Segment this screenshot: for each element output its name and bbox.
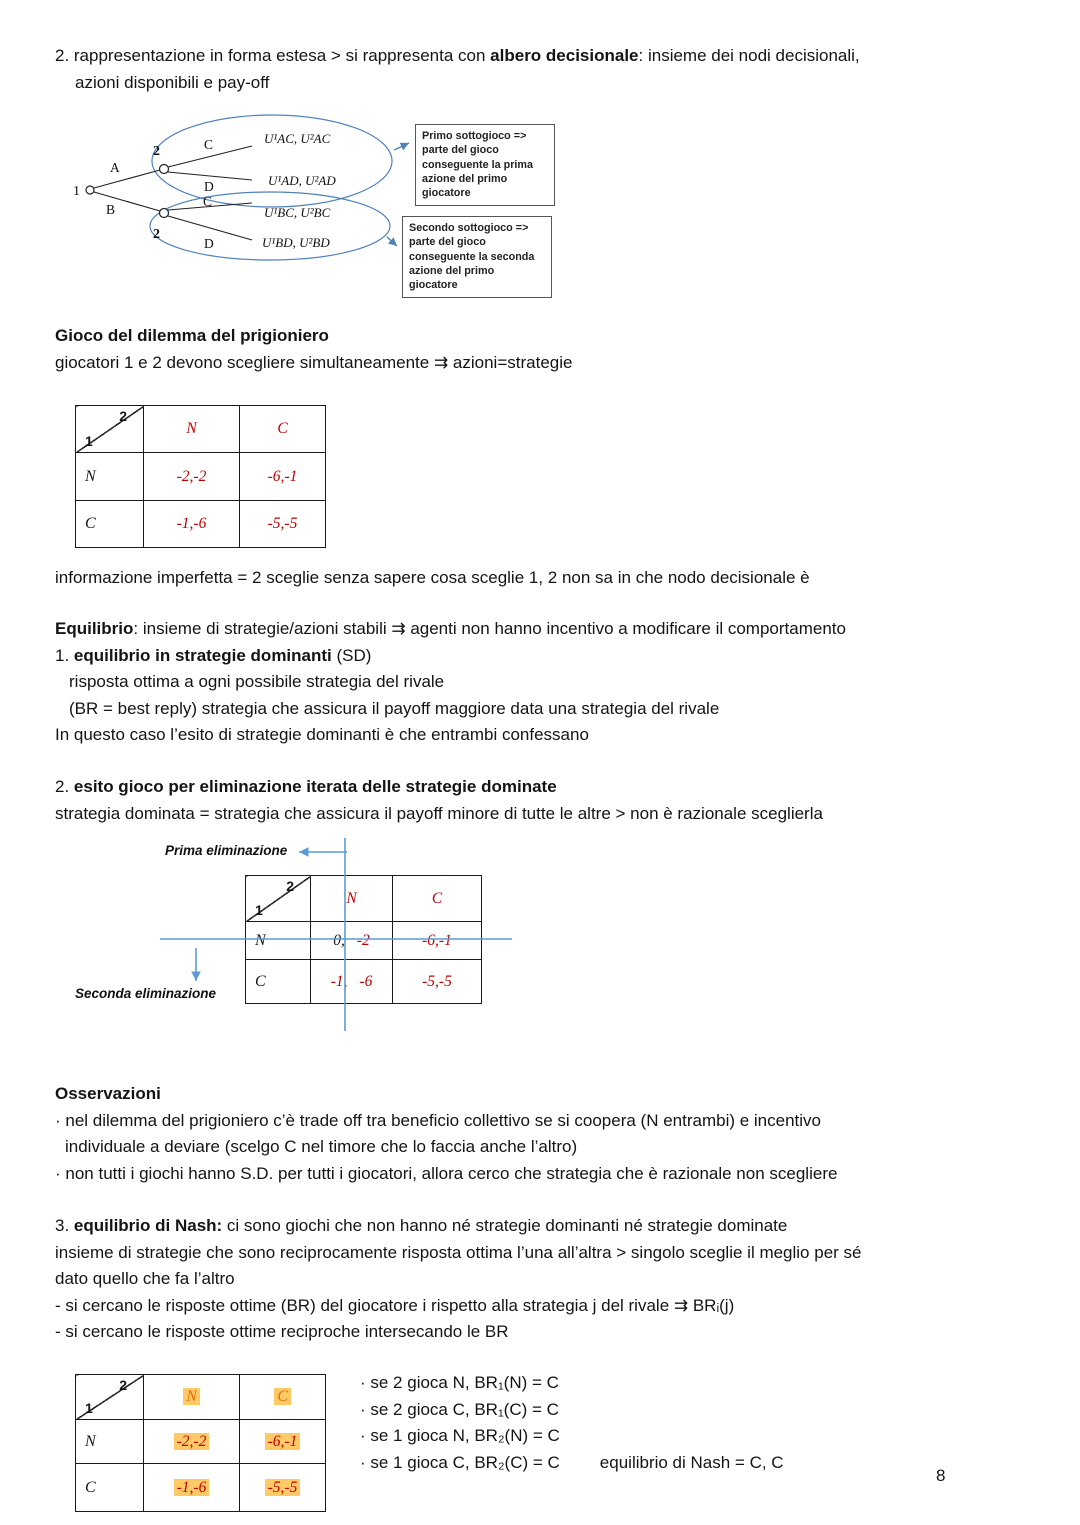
- page-number: 8: [936, 1466, 946, 1485]
- row-label-n: N: [76, 453, 144, 501]
- decision-tree-figure: [60, 106, 620, 311]
- branch-c-top-label: C: [204, 137, 214, 152]
- payoff-bc: U¹BC, U²BC: [264, 205, 331, 220]
- column-header-n: N: [144, 406, 240, 453]
- payoff-matrix-nash: [75, 1374, 326, 1512]
- prisoner-heading: [55, 323, 572, 350]
- player1-label: 1: [255, 902, 263, 918]
- equilibrio-line-1: [55, 616, 846, 643]
- node-player2-top: [160, 165, 169, 174]
- elimination-figure: [60, 835, 530, 1040]
- intro-line-2: azioni disponibili e pay-off: [75, 72, 270, 92]
- item-post: ci sono giochi che non hanno né strategie dominanti né strategie dominate: [222, 1216, 788, 1235]
- branch-c-bottom-label: C: [203, 194, 213, 209]
- intro-bold-term: albero decisionale: [490, 46, 639, 65]
- payoff-cell-cn: [311, 960, 393, 1004]
- nash-result: equilibrio di Nash = C, C: [599, 1452, 784, 1472]
- highlighted-payoff: -5,-5: [265, 1479, 301, 1496]
- branch-d-bottom-label: D: [204, 236, 214, 251]
- payoff-ac: U¹AC, U²AC: [264, 131, 331, 146]
- payoff-part: -6: [359, 972, 373, 990]
- item-bold: equilibrio di Nash:: [73, 1216, 223, 1235]
- column-header-c: [240, 1375, 326, 1420]
- player1-label: 1: [85, 433, 93, 449]
- payoff-part: 0,: [333, 931, 345, 949]
- node-player2-bottom: [160, 209, 169, 218]
- item-number: 3.: [55, 1216, 74, 1235]
- node2-top-label: 2: [153, 144, 160, 159]
- item-number: 2.: [55, 777, 74, 796]
- payoff-cell-nn: [144, 1420, 240, 1464]
- row-label-c: C: [246, 960, 311, 1004]
- highlighted-header: N: [183, 1388, 199, 1405]
- iterated-line-2: strategia dominata = strategia che assicura il payoff minore di tutte le altre > non è razionale sceglierla: [55, 803, 823, 823]
- node-player1: [86, 186, 94, 194]
- player2-label: 2: [286, 878, 294, 894]
- payoff-cell-nc: -6,-1: [393, 922, 482, 960]
- equilibrio-line-5: In questo caso l’esito di strategie dominanti è che entrambi confessano: [55, 725, 589, 744]
- subgame-ellipse-top: [152, 115, 392, 207]
- nash-line-5: - si cercano le risposte ottime reciproche intersecando le BR: [55, 1322, 509, 1341]
- payoff-cell-cn: [144, 1464, 240, 1512]
- payoff-part: -2: [356, 931, 370, 949]
- payoff-ad: U¹AD, U²AD: [268, 173, 336, 188]
- column-header-n: [144, 1375, 240, 1420]
- highlighted-header: C: [274, 1388, 290, 1405]
- node2-bottom-label: 2: [153, 227, 160, 242]
- item-bold: esito gioco per eliminazione iterata delle strategie dominate: [73, 777, 557, 796]
- best-replies-list: [360, 1370, 784, 1476]
- item-number: 1.: [55, 645, 74, 665]
- branch-b-label: B: [106, 202, 116, 217]
- osservazioni-heading-text: Osservazioni: [55, 1084, 161, 1103]
- equilibrio-bold: Equilibrio: [55, 619, 134, 638]
- payoff-cell-nn: [311, 922, 393, 960]
- payoff-cell-nc: [240, 1420, 326, 1464]
- osservazioni-heading: [55, 1081, 837, 1108]
- payoff-cell-nn: -2,-2: [144, 453, 240, 501]
- prima-eliminazione-label: Prima eliminazione: [165, 843, 288, 858]
- best-reply-4: · se 1 gioca C, BR₂(C) = C: [360, 1452, 560, 1472]
- player2-label: 2: [119, 408, 127, 424]
- payoff-cell-cc: -5,-5: [393, 960, 482, 1004]
- column-header-n: N: [311, 876, 393, 922]
- equilibrio-item-1: [55, 643, 846, 670]
- nash-line-3: dato quello che fa l’altro: [55, 1269, 235, 1288]
- elimination-matrix: [245, 875, 482, 1004]
- equilibrio-rest: : insieme di strategie/azioni stabili ⇉ agenti non hanno incentivo a modificare il comportamento: [133, 619, 846, 638]
- equilibrio-line-4: (BR = best reply) strategia che assicura il payoff maggiore data una strategia del rivale: [69, 698, 720, 718]
- equilibrio-line-3: risposta ottima a ogni possibile strategia del rivale: [69, 672, 445, 691]
- payoff-cell-cn: -1,-6: [144, 501, 240, 548]
- subgame-callout-2: Secondo sottogioco => parte del gioco conseguente la seconda azione del primo giocatore: [402, 216, 552, 298]
- branch-d-top-label: D: [204, 179, 214, 194]
- column-header-c: C: [240, 406, 326, 453]
- payoff-cell-cc: -5,-5: [240, 501, 326, 548]
- payoff-cell-nc: -6,-1: [240, 453, 326, 501]
- seconda-eliminazione-label: Seconda eliminazione: [75, 986, 217, 1001]
- highlighted-payoff: -1,-6: [174, 1479, 210, 1496]
- subgame-callout-1: Primo sottogioco => parte del gioco conseguente la prima azione del primo giocatore: [415, 124, 555, 206]
- prisoner-subtitle: giocatori 1 e 2 devono scegliere simultaneamente ⇉ azioni=strategie: [55, 352, 573, 372]
- prisoner-heading-text: Gioco del dilemma del prigioniero: [55, 326, 329, 345]
- osservazioni-bullet-1b: individuale a deviare (scelgo C nel timore che lo faccia anche l’altro): [65, 1137, 578, 1156]
- row-label-n: N: [76, 1420, 144, 1464]
- highlighted-payoff: -2,-2: [174, 1433, 210, 1450]
- osservazioni-bullet-1a: · nel dilemma del prigioniero c’è trade off tra beneficio collettivo se si coopera (N entrambi) e incentivo: [55, 1110, 822, 1130]
- intro-paragraph: [55, 43, 860, 96]
- iterated-paragraph: [55, 774, 823, 827]
- nash-line-2: insieme di strategie che sono reciprocamente risposta ottima l’una all’altra > singolo sceglie il meglio per sé: [55, 1242, 862, 1262]
- nash-paragraph: [55, 1213, 862, 1346]
- row-label-c: C: [76, 501, 144, 548]
- payoff-cell-cc: [240, 1464, 326, 1512]
- nash-line-4: - si cercano le risposte ottime (BR) del giocatore i rispetto alla strategia j del rivale ⇉ BRᵢ(j): [55, 1295, 735, 1315]
- payoff-part: -1,: [330, 972, 348, 990]
- matrix-corner: [76, 406, 144, 453]
- payoff-matrix-prisoner: [75, 405, 326, 548]
- best-reply-4-row: [360, 1450, 784, 1477]
- column-header-c: C: [393, 876, 482, 922]
- payoff-bd: U¹BD, U²BD: [262, 235, 330, 250]
- item-bold: equilibrio in strategie dominanti: [73, 645, 332, 665]
- row-label-n: N: [246, 922, 311, 960]
- item-post: (SD): [331, 645, 372, 665]
- matrix-corner: [246, 876, 311, 922]
- player1-label: 1: [85, 1400, 93, 1416]
- equilibrio-paragraph: [55, 616, 846, 749]
- best-reply-2: · se 2 gioca C, BR₁(C) = C: [360, 1399, 559, 1419]
- iterated-item: [55, 774, 823, 801]
- matrix-corner: [76, 1375, 144, 1420]
- intro-text: 2. rappresentazione in forma estesa > si rappresenta con: [55, 46, 491, 65]
- best-reply-3: · se 1 gioca N, BR₂(N) = C: [360, 1426, 560, 1445]
- intro-text: : insieme dei nodi decisionali,: [638, 46, 860, 65]
- branch-a-label: A: [110, 160, 120, 175]
- nash-item: [55, 1213, 862, 1240]
- osservazioni-bullet-2: · non tutti i giochi hanno S.D. per tutti i giocatori, allora cerco che strategia che è razionale non scegliere: [55, 1163, 838, 1183]
- info-imperfect-line: informazione imperfetta = 2 sceglie senza sapere cosa sceglie 1, 2 non sa in che nodo decisionale è: [55, 568, 810, 587]
- intro-line-1: [55, 43, 860, 70]
- node1-label: 1: [73, 184, 80, 199]
- prisoner-section: [55, 323, 572, 376]
- row-label-c: C: [76, 1464, 144, 1512]
- osservazioni-paragraph: [55, 1081, 837, 1187]
- best-reply-1: · se 2 gioca N, BR₁(N) = C: [360, 1373, 559, 1392]
- player2-label: 2: [119, 1377, 127, 1393]
- highlighted-payoff: -6,-1: [265, 1433, 301, 1450]
